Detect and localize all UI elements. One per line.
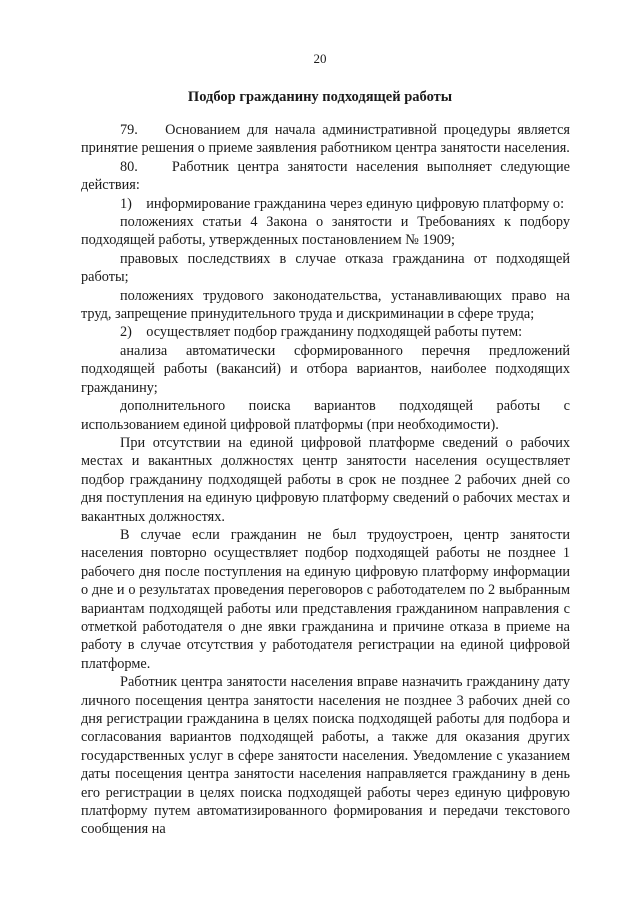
document-body — [81, 121, 570, 839]
paragraph-personal-visit: Работник центра занятости населения вправе назначить гражданину дату личного посещения центра занятости населения не позднее 3 рабочих дней со дня регистрации гражданина в целях поиска подходящей работы для подбора и согласования вариантов подходящей работы, а также для оказания других государственных услуг в сфере занятости населения. Уведомление с указанием даты посещения центра занятости населения направляется гражданину в день его регистрации в целях поиска подходящей работы через единую цифровую платформу путем автоматизированного формирования и передачи текстового сообщения на — [81, 674, 570, 838]
sub-item-additional-search: дополнительного поиска вариантов подходящей работы с использованием единой цифровой платформы (при необходимости). — [81, 398, 570, 433]
paragraph-no-vacancies: При отсутствии на единой цифровой платформе сведений о рабочих местах и вакантных должностях центр занятости населения осуществляет подбор гражданину подходящей работы в срок не позднее 2 рабочих дней со дня поступления на единую цифровую платформу сведений о рабочих местах и вакантных должностях. — [81, 434, 570, 525]
sub-item-analysis: анализа автоматически сформированного перечня предложений подходящей работы (вакансий) и отбора вариантов, наиболее подходящих гражданину; — [81, 342, 570, 396]
section-title: Подбор гражданину подходящей работы — [187, 89, 453, 105]
list-item-1: 1) информирование гражданина через единую цифровую платформу о: — [120, 195, 565, 212]
sub-item-labor-law: положениях трудового законодательства, устанавливающих право на труд, запрещение принудительного труда и дискриминации в сфере труда; — [81, 287, 570, 323]
paragraph-not-employed: В случае если гражданин не был трудоустроен, центр занятости населения повторно осуществляет подбор подходящей работы не позднее 1 рабочего дня после поступления на единую цифровую платформу информации о дне и о результатах проведения переговоров с работодателем по 2 выбранным вариантам подходящей работы или представления гражданином направления с отметкой работодателя о дне явки гражданина и причине отказа в приеме на работу в случае отсутствия у работодателя регистрации на единой цифровой платформе. — [81, 526, 570, 672]
page-number: 20 — [313, 51, 327, 66]
sub-item-refusal-consequences: правовых последствиях в случае отказа гражданина от подходящей работы; — [81, 250, 570, 286]
paragraph-79: 79. Основанием для начала административной процедуры является принятие решения о приеме заявления работником центра занятости населения. — [81, 122, 570, 157]
list-item-2: 2) осуществляет подбор гражданину подходящей работы путем: — [120, 324, 523, 341]
paragraph-80: 80. Работник центра занятости населения выполняет следующие действия: — [81, 158, 570, 194]
sub-item-law-provisions: положениях статьи 4 Закона о занятости и Требованиях к подбору подходящей работы, утвержденных постановлением № 1909; — [81, 214, 570, 249]
